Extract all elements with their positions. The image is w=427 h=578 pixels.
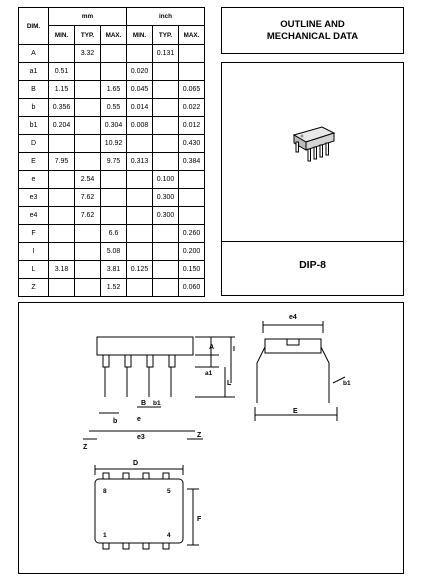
table-row (19, 117, 205, 135)
cell-in-max: 0.384 (179, 153, 205, 171)
label-pin-1: 1 (103, 532, 107, 539)
package-name: DIP-8 (299, 259, 326, 271)
cell-mm-typ (75, 225, 101, 243)
row-dim-label: I (19, 243, 49, 261)
cell-mm-min (49, 135, 75, 153)
label-e3: e3 (137, 434, 145, 441)
cell-in-typ (153, 135, 179, 153)
table-row (19, 261, 205, 279)
cell-in-min: 0.125 (127, 261, 153, 279)
cell-in-typ (153, 63, 179, 81)
cell-in-typ: 0.131 (153, 45, 179, 63)
cell-in-max (179, 189, 205, 207)
label-a1: a1 (205, 370, 213, 377)
cell-mm-max (101, 171, 127, 189)
cell-in-max: 0.065 (179, 81, 205, 99)
cell-in-min (127, 189, 153, 207)
cell-in-typ (153, 261, 179, 279)
cell-mm-typ: 7.62 (75, 189, 101, 207)
cell-in-typ (153, 279, 179, 297)
row-dim-label: F (19, 225, 49, 243)
cell-mm-max: 5.08 (101, 243, 127, 261)
cell-in-min: 0.313 (127, 153, 153, 171)
table-row (19, 81, 205, 99)
label-L: L (227, 380, 232, 387)
cell-in-max (179, 45, 205, 63)
cell-in-typ: 0.300 (153, 207, 179, 225)
cell-mm-typ: 3.32 (75, 45, 101, 63)
table-row (19, 171, 205, 189)
row-dim-label: B (19, 81, 49, 99)
cell-in-max: 0.150 (179, 261, 205, 279)
cell-mm-max: 10.92 (101, 135, 127, 153)
cell-mm-max (101, 63, 127, 81)
dip8-package-icon (282, 113, 342, 173)
cell-mm-min (49, 45, 75, 63)
cell-in-max (179, 171, 205, 189)
table-row (19, 225, 205, 243)
row-dim-label: Z (19, 279, 49, 297)
label-Z-right: Z (197, 432, 202, 439)
cell-in-typ (153, 81, 179, 99)
col-in-typ: TYP. (153, 26, 179, 45)
col-dim: DIM. (19, 8, 49, 45)
cell-mm-typ (75, 135, 101, 153)
cell-in-min: 0.008 (127, 117, 153, 135)
table-row (19, 63, 205, 81)
cell-mm-min (49, 279, 75, 297)
table-row (19, 279, 205, 297)
cell-in-max: 0.430 (179, 135, 205, 153)
cell-mm-max: 0.304 (101, 117, 127, 135)
cell-mm-min: 7.95 (49, 153, 75, 171)
table-row (19, 45, 205, 63)
cell-mm-typ: 7.62 (75, 207, 101, 225)
cell-mm-min: 0.356 (49, 99, 75, 117)
cell-in-max: 0.260 (179, 225, 205, 243)
drawing-svg (19, 303, 405, 575)
cell-mm-max: 1.52 (101, 279, 127, 297)
package-divider (222, 241, 403, 242)
cell-mm-typ (75, 153, 101, 171)
side-view-pins (103, 355, 175, 397)
cell-mm-min: 0.204 (49, 117, 75, 135)
row-dim-label: a1 (19, 63, 49, 81)
label-pin-4: 4 (167, 532, 171, 539)
cell-mm-typ: 2.54 (75, 171, 101, 189)
dimension-table (18, 7, 205, 297)
label-E: E (293, 408, 298, 415)
cell-in-typ (153, 225, 179, 243)
cell-mm-typ (75, 279, 101, 297)
cell-in-typ: 0.100 (153, 171, 179, 189)
cell-mm-max: 3.81 (101, 261, 127, 279)
table-row (19, 243, 205, 261)
end-view-body (265, 339, 321, 353)
cell-in-typ (153, 243, 179, 261)
cell-in-max (179, 207, 205, 225)
cell-in-min (127, 45, 153, 63)
cell-in-max (179, 63, 205, 81)
cell-mm-min (49, 225, 75, 243)
row-dim-label: L (19, 261, 49, 279)
label-b: b (113, 418, 118, 425)
label-D: D (133, 460, 139, 467)
cell-in-typ: 0.300 (153, 189, 179, 207)
side-view-body (97, 337, 193, 355)
col-mm-max: MAX. (101, 26, 127, 45)
cell-in-min (127, 243, 153, 261)
label-e4: e4 (289, 314, 297, 321)
cell-mm-max (101, 207, 127, 225)
label-F: F (197, 516, 202, 523)
cell-in-typ (153, 117, 179, 135)
label-e: e (137, 416, 141, 423)
top-view-pins (103, 473, 169, 549)
title-line-2: MECHANICAL DATA (266, 30, 359, 42)
cell-mm-typ (75, 117, 101, 135)
cell-mm-typ (75, 243, 101, 261)
table-row (19, 135, 205, 153)
package-box (221, 62, 404, 296)
cell-in-max: 0.012 (179, 117, 205, 135)
cell-in-typ (153, 99, 179, 117)
label-b1-end: b1 (343, 380, 351, 387)
title-box (221, 7, 404, 54)
cell-mm-max (101, 45, 127, 63)
row-dim-label: E (19, 153, 49, 171)
cell-mm-typ (75, 81, 101, 99)
label-pin-8: 8 (103, 488, 107, 495)
cell-mm-max: 6.6 (101, 225, 127, 243)
cell-mm-max: 9.75 (101, 153, 127, 171)
cell-mm-max (101, 189, 127, 207)
row-dim-label: b (19, 99, 49, 117)
cell-mm-typ (75, 99, 101, 117)
title-line-1: OUTLINE AND (280, 18, 345, 30)
cell-mm-max: 0.55 (101, 99, 127, 117)
row-dim-label: e (19, 171, 49, 189)
cell-in-min (127, 207, 153, 225)
row-dim-label: e4 (19, 207, 49, 225)
mechanical-drawing (18, 302, 404, 574)
cell-in-min: 0.020 (127, 63, 153, 81)
row-dim-label: A (19, 45, 49, 63)
row-dim-label: e3 (19, 189, 49, 207)
cell-in-min (127, 225, 153, 243)
cell-mm-typ (75, 63, 101, 81)
col-group-mm: mm (49, 8, 127, 26)
table-row (19, 207, 205, 225)
label-B: B (141, 400, 147, 407)
cell-mm-min: 3.18 (49, 261, 75, 279)
col-in-max: MAX. (179, 26, 205, 45)
label-Z-left: Z (83, 444, 88, 451)
table-row (19, 189, 205, 207)
table-row (19, 99, 205, 117)
cell-mm-typ (75, 261, 101, 279)
cell-in-max: 0.022 (179, 99, 205, 117)
col-in-min: MIN. (127, 26, 153, 45)
cell-in-min (127, 279, 153, 297)
cell-in-typ (153, 153, 179, 171)
row-dim-label: D (19, 135, 49, 153)
row-dim-label: b1 (19, 117, 49, 135)
label-A: A (209, 344, 215, 351)
cell-in-min: 0.045 (127, 81, 153, 99)
cell-in-max: 0.200 (179, 243, 205, 261)
cell-mm-min (49, 207, 75, 225)
cell-mm-min (49, 243, 75, 261)
col-mm-min: MIN. (49, 26, 75, 45)
cell-mm-min (49, 189, 75, 207)
label-b1-side: b1 (153, 400, 161, 407)
col-mm-typ: TYP. (75, 26, 101, 45)
col-group-inch: inch (127, 8, 205, 26)
cell-in-max: 0.060 (179, 279, 205, 297)
cell-in-min (127, 135, 153, 153)
cell-mm-min (49, 171, 75, 189)
cell-mm-min: 0.51 (49, 63, 75, 81)
table-row (19, 153, 205, 171)
cell-mm-max: 1.65 (101, 81, 127, 99)
cell-mm-min: 1.15 (49, 81, 75, 99)
label-I: I (233, 346, 235, 353)
label-pin-5: 5 (167, 488, 171, 495)
cell-in-min: 0.014 (127, 99, 153, 117)
cell-in-min (127, 171, 153, 189)
